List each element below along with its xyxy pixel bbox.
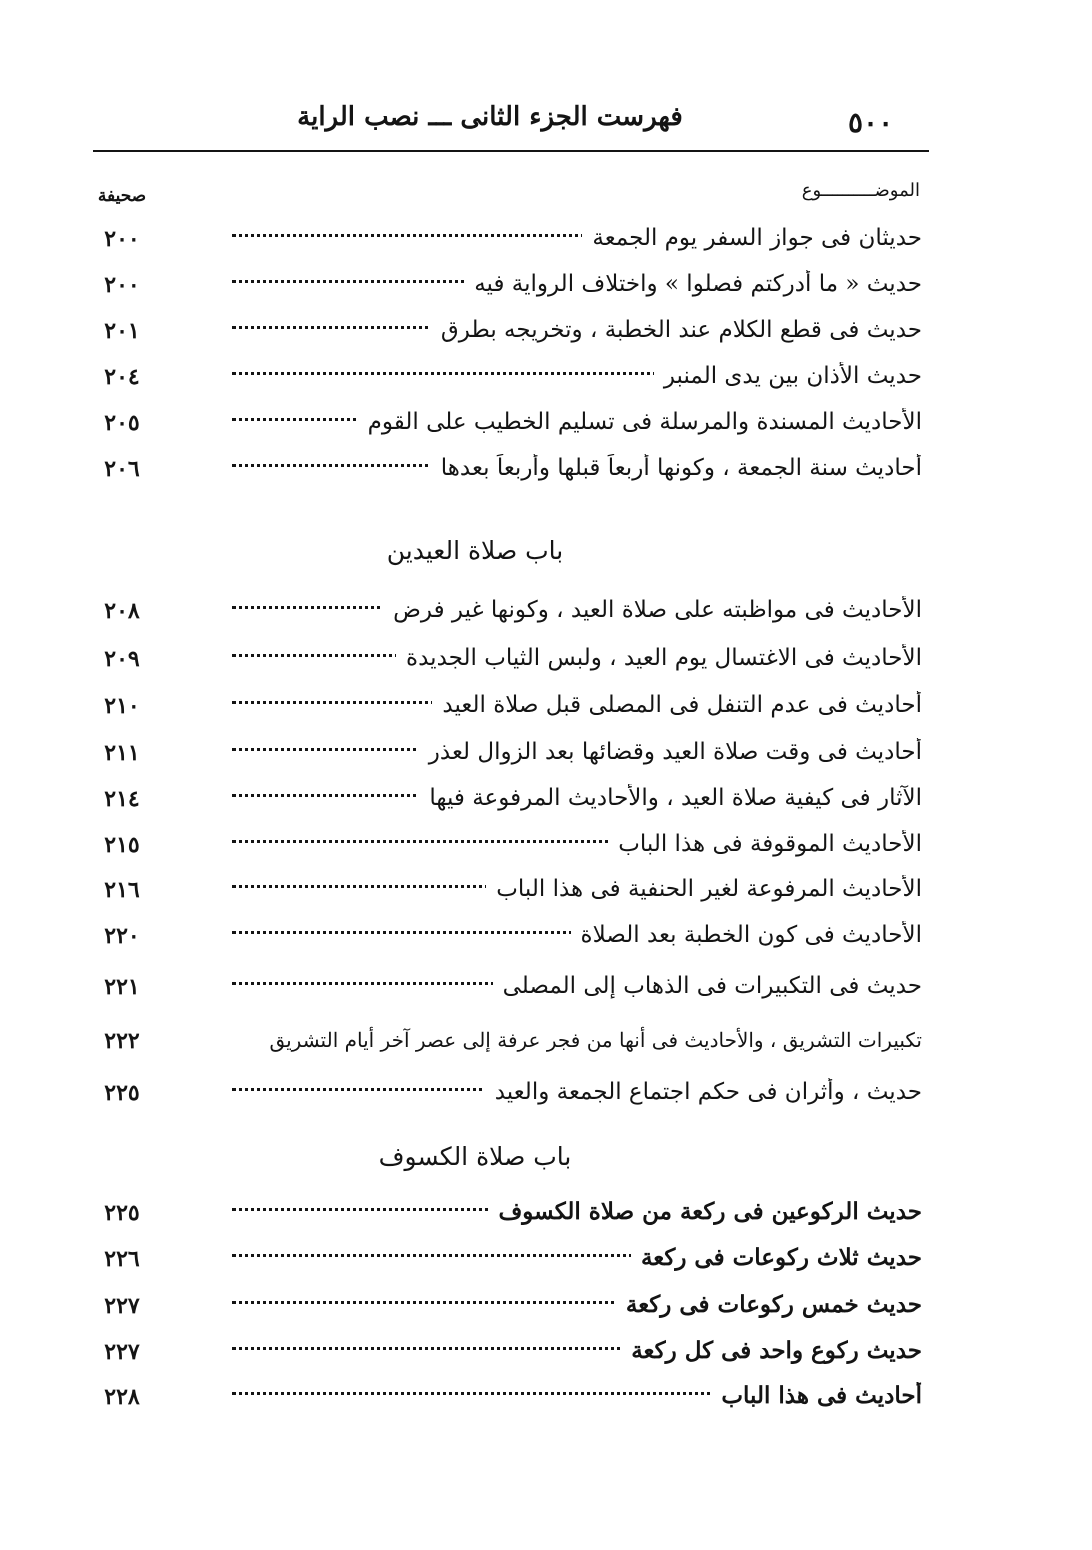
entry-title: أحاديث فى هذا الباب xyxy=(711,1382,922,1409)
entry-page: ٢٠٩ xyxy=(104,646,140,672)
page-number: ٥٠٠ xyxy=(848,106,894,139)
entry-page: ٢٢٧ xyxy=(104,1339,140,1365)
entry-page: ٢٠١ xyxy=(104,318,140,344)
entry-page: ٢٢٢ xyxy=(104,1028,140,1054)
entry-title: حديث « ما أدركتم فصلوا » واختلاف الرواية فيه xyxy=(464,271,922,297)
toc-entry xyxy=(92,448,922,488)
toc-entry xyxy=(92,218,922,258)
section-heading-eid: باب صلاة العيدين xyxy=(386,536,564,565)
running-head: فهرست الجزء الثانى ـــ نصب الراية xyxy=(297,102,683,132)
entry-title: الأحاديث فى مواظبته على صلاة العيد ، وكونها غير فرض xyxy=(383,597,922,623)
toc-entry xyxy=(92,590,922,630)
toc-entry xyxy=(92,1192,922,1232)
entry-page: ٢٠٥ xyxy=(104,410,140,436)
entry-title: حديث الركوعين فى ركعة من صلاة الكسوف xyxy=(488,1198,922,1225)
entry-page: ٢٢١ xyxy=(104,974,140,1000)
entry-title: الأحاديث المرفوعة لغير الحنفية فى هذا الباب xyxy=(486,876,922,902)
entry-page: ٢٠٦ xyxy=(104,456,140,482)
toc-entry xyxy=(92,402,922,442)
entry-page: ٢٢٦ xyxy=(104,1246,140,1272)
column-header-page: صحيفة xyxy=(97,186,147,206)
entry-page: ٢١٠ xyxy=(104,693,140,719)
entry-title: الأحاديث المسندة والمرسلة فى تسليم الخطيب على القوم xyxy=(358,409,922,435)
entry-page: ٢٢٠ xyxy=(104,923,140,949)
entry-page: ٢١٦ xyxy=(104,877,140,903)
toc-entry xyxy=(92,1238,922,1278)
header-rule xyxy=(93,150,929,152)
toc-entry xyxy=(92,1376,922,1416)
entry-page: ٢٢٧ xyxy=(104,1293,140,1319)
toc-entry xyxy=(92,732,922,772)
entry-title: أحاديث فى وقت صلاة العيد وقضائها بعد الزوال لعذر xyxy=(419,739,922,765)
toc-entry xyxy=(92,1331,922,1371)
entry-title: الآثار فى كيفية صلاة العيد ، والأحاديث المرفوعة فيها xyxy=(419,785,922,811)
toc-entry xyxy=(92,264,922,304)
toc-entry xyxy=(92,778,922,818)
entry-title: الأحاديث فى كون الخطبة بعد الصلاة xyxy=(571,922,922,948)
entry-title: حديث ركوع واحد فى كل ركعة xyxy=(621,1337,922,1364)
entry-title: أحاديث سنة الجمعة ، وكونها أربعاً قبلها وأربعاً بعدها xyxy=(431,455,922,481)
entry-title: حديث فى قطع الكلام عند الخطبة ، وتخريجه بطرق xyxy=(431,317,922,343)
entry-page: ٢٢٥ xyxy=(104,1080,140,1106)
entry-title: حديثان فى جواز السفر يوم الجمعة xyxy=(582,225,922,251)
entry-page: ٢٠٤ xyxy=(104,364,140,390)
toc-entry xyxy=(92,1020,922,1060)
toc-entry xyxy=(92,638,922,678)
entry-page: ٢٢٥ xyxy=(104,1200,140,1226)
entry-page: ٢٠٠ xyxy=(104,272,140,298)
toc-entry xyxy=(92,685,922,725)
entry-title: الأحاديث الموقوفة فى هذا الباب xyxy=(608,831,922,857)
entry-title: حديث ، وأثران فى حكم اجتماع الجمعة والعيد xyxy=(485,1079,922,1105)
entry-title: حديث الأذان بين يدى المنبر xyxy=(654,363,922,389)
column-header-topic: الموضــــــــــوع xyxy=(801,180,920,201)
entry-page: ٢٠٠ xyxy=(104,226,140,252)
entry-page: ٢١٤ xyxy=(104,786,140,812)
entry-page: ٢٠٨ xyxy=(104,598,140,624)
entry-page: ٢١١ xyxy=(104,740,140,766)
entry-title: تكبيرات التشريق ، والأحاديث فى أنها من فجر عرفة إلى عصر آخر أيام التشريق xyxy=(259,1028,922,1052)
entry-title: حديث فى التكبيرات فى الذهاب إلى المصلى xyxy=(493,973,922,999)
entry-page: ٢١٥ xyxy=(104,832,140,858)
entry-title: الأحاديث فى الاغتسال يوم العيد ، ولبس الثياب الجديدة xyxy=(396,645,922,671)
section-heading-eclipse: باب صلاة الكسوف xyxy=(378,1142,572,1171)
toc-entry xyxy=(92,869,922,909)
entry-title: حديث خمس ركوعات فى ركعة xyxy=(616,1291,922,1318)
toc-entry xyxy=(92,1285,922,1325)
entry-title: أحاديث فى عدم التنفل فى المصلى قبل صلاة العيد xyxy=(432,692,922,718)
toc-entry xyxy=(92,966,922,1006)
entry-page: ٢٢٨ xyxy=(104,1384,140,1410)
toc-entry xyxy=(92,1072,922,1112)
toc-entry xyxy=(92,915,922,955)
toc-entry xyxy=(92,824,922,864)
entry-title: حديث ثلاث ركوعات فى ركعة xyxy=(631,1244,922,1271)
toc-entry xyxy=(92,356,922,396)
toc-entry xyxy=(92,310,922,350)
